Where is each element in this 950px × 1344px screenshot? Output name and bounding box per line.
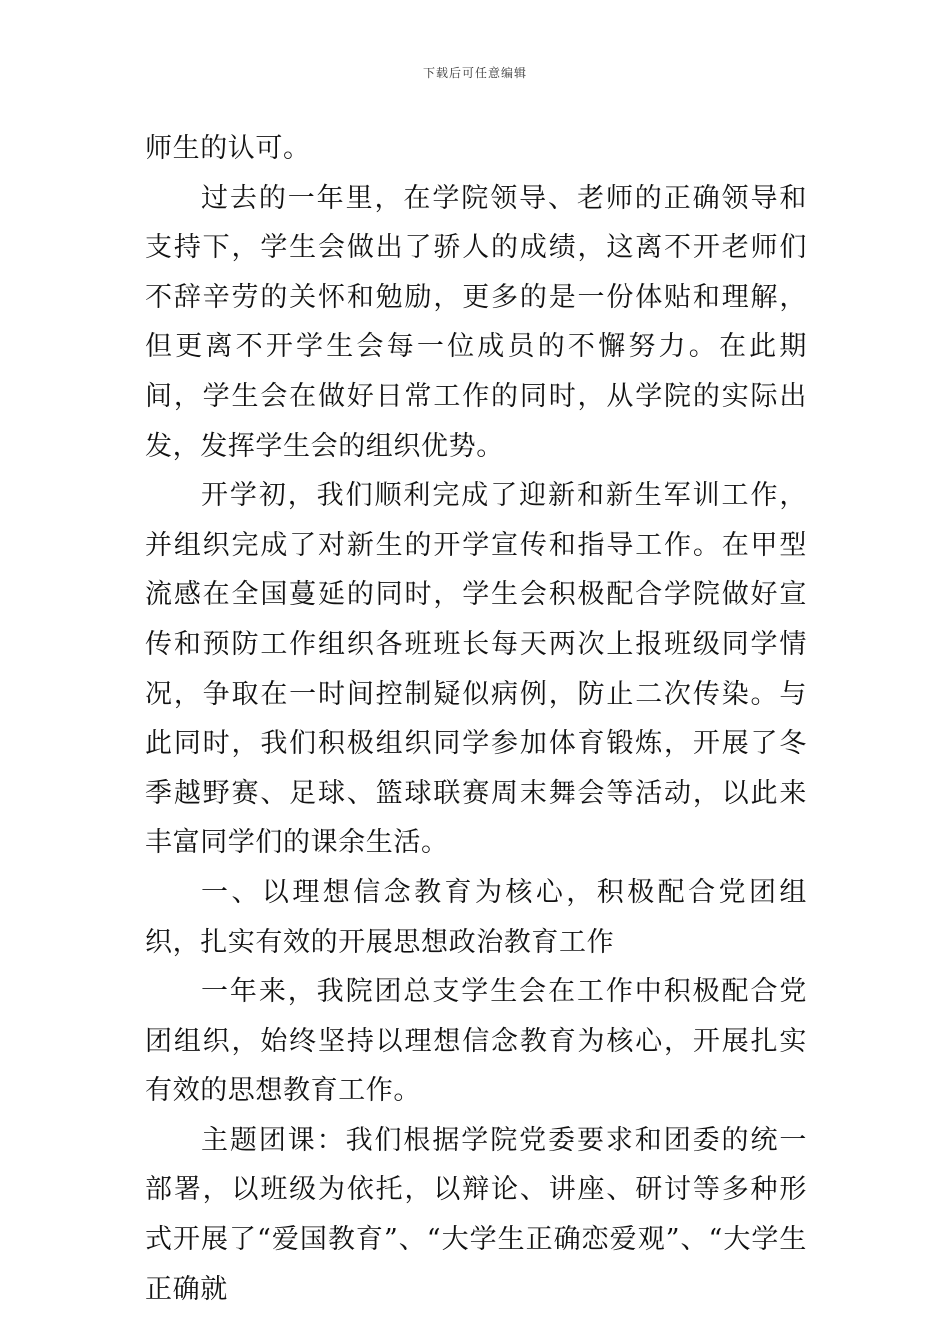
document-body [145, 124, 807, 1314]
paragraph-continuation: 师生的认可。 [145, 133, 311, 164]
header-note: 下载后可任意编辑 [422, 66, 527, 80]
paragraph-semester-start: 开学初，我们顺利完成了迎新和新生军训工作，并组织完成了对新生的开学宣传和指导工作。在甲型流感在全国蔓延的同时，学生会积极配合学院做好宣传和预防工作组织各班班长每天两次上报班级同学情况，争取在一时间控制疑似病例，防止二次传染。与此同时，我们积极组织同学参加体育锻炼，开展了冬季越野赛、足球、篮球联赛周末舞会等活动，以此来丰富同学们的课余生活。 [145, 480, 807, 859]
paragraph-one-year: 一年来，我院团总支学生会在工作中积极配合党团组织，始终坚持以理想信念教育为核心，开展扎实有效的思想教育工作。 [145, 976, 807, 1107]
section-heading-1: 一、以理想信念教育为核心，积极配合党团组织，扎实有效的开展思想政治教育工作 [145, 876, 807, 958]
paragraph-past-year: 过去的一年里，在学院领导、老师的正确领导和支持下，学生会做出了骄人的成绩，这离不开老师们不辞辛劳的关怀和勉励，更多的是一份体贴和理解，但更离不开学生会每一位成员的不懈努力。在此期间，学生会在做好日常工作的同时，从学院的实际出发，发挥学生会的组织优势。 [145, 182, 807, 462]
paragraph-theme-class: 主题团课：我们根据学院党委要求和团委的统一部署，以班级为依托，以辩论、讲座、研讨等多种形式开展了“爱国教育”、“大学生正确恋爱观”、“大学生正确就 [145, 1124, 807, 1305]
